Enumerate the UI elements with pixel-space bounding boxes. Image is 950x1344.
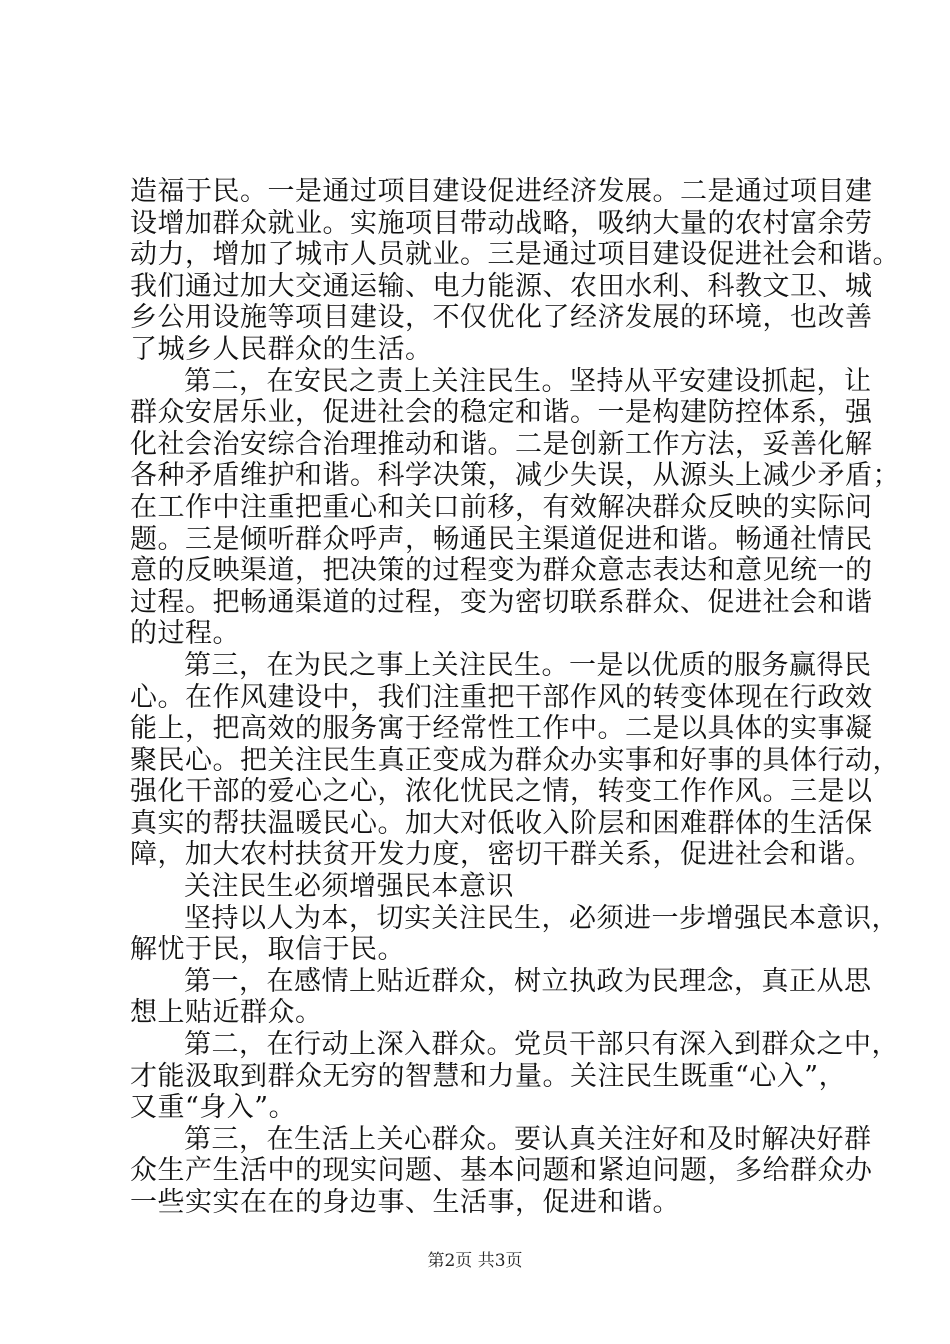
text-line: 才能汲取到群众无穷的智慧和力量。关注民生既重“心入”， [130,1060,847,1092]
page-number-footer: 第2页 共3页 [427,1251,523,1271]
text-line: 在工作中注重把重心和关口前移，有效解决群众反映的实际问 [130,491,873,523]
text-line: 想上贴近群众。 [130,997,323,1029]
text-line: 众生产生活中的现实问题、基本问题和紧迫问题，多给群众办 [130,1155,873,1187]
text-line: 障，加大农村扶贫开发力度，密切干群关系，促进社会和谐。 [130,839,873,871]
text-line: 了城乡人民群众的生活。 [130,333,433,365]
text-line: 心。在作风建设中，我们注重把干部作风的转变体现在行政效 [130,681,873,713]
text-line: 动力，增加了城市人员就业。三是通过项目建设促进社会和谐。 [130,239,900,271]
paragraph-start-line: 第二，在行动上深入群众。党员干部只有深入到群众之中， [184,1029,899,1061]
text-line: 群众安居乐业，促进社会的稳定和谐。一是构建防控体系，强 [130,397,873,429]
paragraph-start-line: 坚持以人为本，切实关注民生，必须进一步增强民本意识， [184,902,899,934]
paragraph-start-line: 第三，在为民之事上关注民生。一是以优质的服务赢得民 [184,649,872,681]
text-line: 造福于民。一是通过项目建设促进经济发展。二是通过项目建 [130,176,873,207]
text-line: 乡公用设施等项目建设，不仅优化了经济发展的环境，也改善 [130,302,873,334]
section-heading: 关注民生必须增强民本意识 [184,871,514,903]
text-line: 强化干部的爱心之心，浓化忧民之情，转变工作作风。三是以 [130,776,873,808]
text-line: 意的反映渠道，把决策的过程变为群众意志表达和意见统一的 [130,555,873,587]
paragraph-start-line: 第一，在感情上贴近群众，树立执政为民理念，真正从思 [184,965,872,997]
text-line: 一些实实在在的身边事、生活事，促进和谐。 [130,1187,680,1218]
paragraph-start-line: 第二，在安民之责上关注民生。坚持从平安建设抓起，让 [184,365,872,397]
text-line: 我们通过加大交通运输、电力能源、农田水利、科教文卫、城 [130,270,873,302]
text-line: 设增加群众就业。实施项目带动战略，吸纳大量的农村富余劳 [130,207,873,239]
text-line: 能上，把高效的服务寓于经常性工作中。二是以具体的实事凝 [130,713,873,745]
text-line: 化社会治安综合治理推动和谐。二是创新工作方法，妥善化解 [130,428,873,460]
paragraph-start-line: 第三，在生活上关心群众。要认真关注好和及时解决好群 [184,1123,872,1155]
text-line: 真实的帮扶温暖民心。加大对低收入阶层和困难群体的生活保 [130,807,873,839]
text-line: 又重“身入”。 [130,1092,297,1124]
text-line: 聚民心。把关注民生真正变成为群众办实事和好事的具体行动， [130,744,900,776]
document-body [130,176,900,1219]
text-line: 的过程。 [130,618,240,650]
text-line: 题。三是倾听群众呼声，畅通民主渠道促进和谐。畅通社情民 [130,523,873,555]
text-line: 过程。把畅通渠道的过程，变为密切联系群众、促进社会和谐 [130,586,873,618]
text-line: 各种矛盾维护和谐。科学决策，减少失误，从源头上减少矛盾； [130,460,900,492]
text-line: 解忧于民，取信于民。 [130,934,405,966]
